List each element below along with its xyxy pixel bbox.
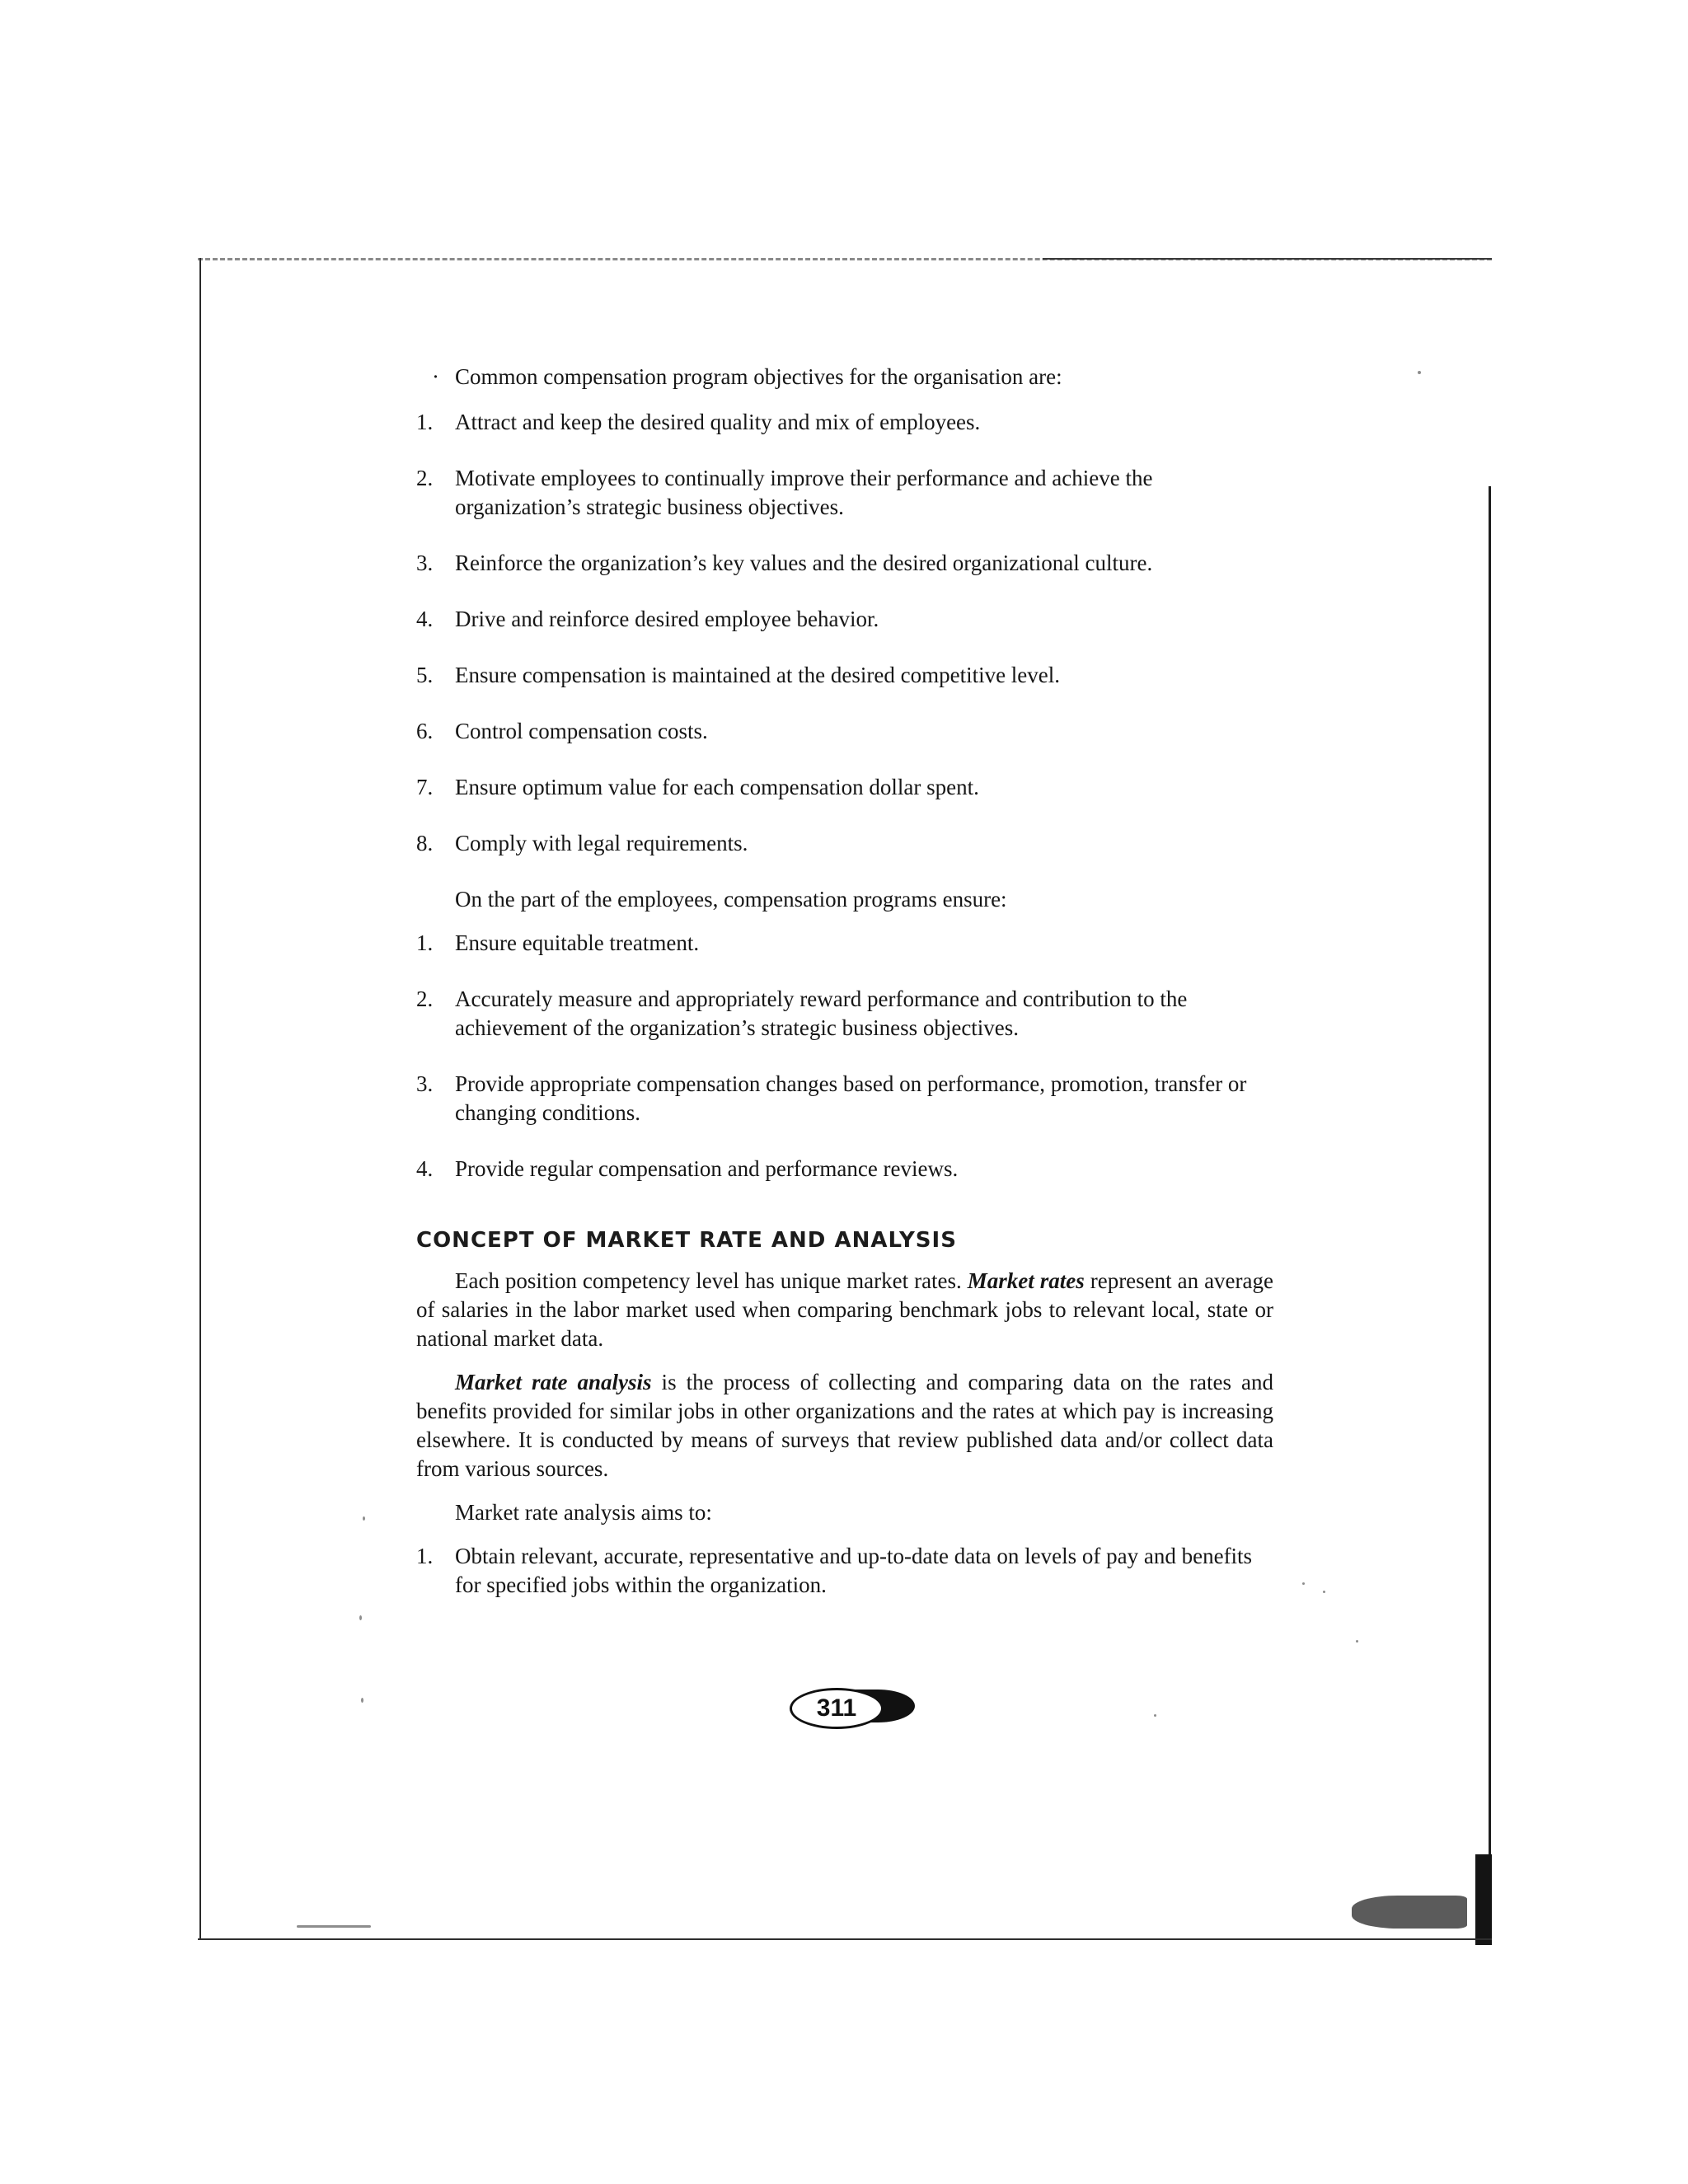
item-text: Comply with legal requirements. — [455, 831, 748, 855]
paragraph-text: represent an average of salaries in the labor market used when comparing benchmark jobs to relevant local, state or national market data. — [416, 1268, 1274, 1351]
page-number: 311 — [790, 1688, 884, 1729]
aims-list — [416, 1542, 1273, 1600]
list-item — [416, 549, 1273, 578]
list-item — [416, 605, 1273, 634]
item-text: Motivate employees to continually improve their performance and achieve the organization’s strategic business objectives. — [455, 466, 1153, 519]
item-text: Attract and keep the desired quality and mix of employees. — [455, 410, 981, 434]
item-text: Accurately measure and appropriately reward performance and contribution to the achievement of the organization’s strategic business objectives. — [455, 987, 1188, 1040]
paragraph-text: is the process of collecting and comparing data on the rates and benefits provided for similar jobs in other organizations and the rates at which pay is increasing elsewhere. It is conducted by means of surveys that review published data and/or collect data from various sources. — [416, 1370, 1273, 1481]
item-text: Control compensation costs. — [455, 719, 708, 743]
item-number: 7. — [416, 775, 434, 799]
scan-speck — [1418, 371, 1421, 374]
item-number: 1. — [416, 410, 434, 434]
aims-intro: Market rate analysis aims to: — [455, 1500, 712, 1525]
employee-list — [416, 929, 1273, 1183]
page-content — [416, 363, 1273, 1600]
list-item — [416, 717, 1273, 746]
list-item — [416, 1542, 1273, 1600]
objectives-intro — [432, 363, 1273, 391]
item-number: 5. — [416, 663, 434, 687]
list-item — [416, 408, 1273, 437]
objectives-list — [416, 408, 1273, 858]
item-number: 6. — [416, 719, 434, 743]
scan-speck — [363, 1516, 365, 1521]
scan-speck — [359, 1615, 362, 1620]
item-text: Provide regular compensation and performance reviews. — [455, 1156, 959, 1181]
defined-term: Market rate analysis — [455, 1370, 652, 1394]
scan-speck — [1356, 1640, 1358, 1643]
scan-speck — [297, 1925, 371, 1928]
item-number: 3. — [416, 551, 434, 575]
item-text: Reinforce the organization’s key values and the desired organizational culture. — [455, 551, 1153, 575]
item-number: 3. — [416, 1071, 434, 1096]
scan-speck — [1154, 1714, 1156, 1717]
item-number: 1. — [416, 930, 434, 955]
scan-speck — [361, 1698, 363, 1703]
intro-bullet: · — [432, 364, 439, 389]
defined-term: Market rates — [967, 1268, 1085, 1293]
scan-speck — [1302, 1582, 1305, 1585]
list-item — [416, 1155, 1273, 1183]
section-heading: CONCEPT OF MARKET RATE AND ANALYSIS — [416, 1228, 957, 1253]
scan-speck — [1323, 1591, 1325, 1593]
list-item — [416, 929, 1273, 958]
list-item — [416, 661, 1273, 690]
item-number: 1. — [416, 1544, 434, 1568]
item-text: Obtain relevant, accurate, representative and up-to-date data on levels of pay and benefits for specified jobs within the organization. — [455, 1544, 1253, 1597]
market-rate-analysis-paragraph — [416, 1368, 1273, 1483]
item-number: 4. — [416, 607, 434, 631]
right-border — [1489, 486, 1491, 1945]
scan-speck — [1352, 1896, 1467, 1929]
list-item — [416, 985, 1273, 1043]
paragraph-text: Each position competency level has unique market rates. — [455, 1268, 968, 1293]
page-number-badge — [783, 1681, 948, 1731]
item-number: 2. — [416, 466, 434, 490]
item-text: Provide appropriate compensation changes based on performance, promotion, transfer or changing conditions. — [455, 1071, 1247, 1125]
left-border — [199, 258, 201, 1939]
list-item — [416, 773, 1273, 802]
list-item — [416, 464, 1273, 522]
item-text: Ensure optimum value for each compensation dollar spent. — [455, 775, 979, 799]
bottom-border — [198, 1938, 1492, 1940]
item-text: Ensure compensation is maintained at the desired competitive level. — [455, 663, 1061, 687]
item-number: 8. — [416, 831, 434, 855]
list-item — [416, 829, 1273, 858]
list-item — [416, 1070, 1273, 1127]
employees-intro: On the part of the employees, compensation programs ensure: — [455, 887, 1007, 912]
item-text: Ensure equitable treatment. — [455, 930, 700, 955]
item-text: Drive and reinforce desired employee behavior. — [455, 607, 879, 631]
item-number: 4. — [416, 1156, 434, 1181]
right-border-shadow — [1475, 1854, 1492, 1945]
top-border-solid — [1043, 258, 1492, 260]
market-rates-paragraph — [416, 1267, 1273, 1353]
intro-text: Common compensation program objectives for the organisation are: — [455, 364, 1062, 389]
item-number: 2. — [416, 987, 434, 1011]
